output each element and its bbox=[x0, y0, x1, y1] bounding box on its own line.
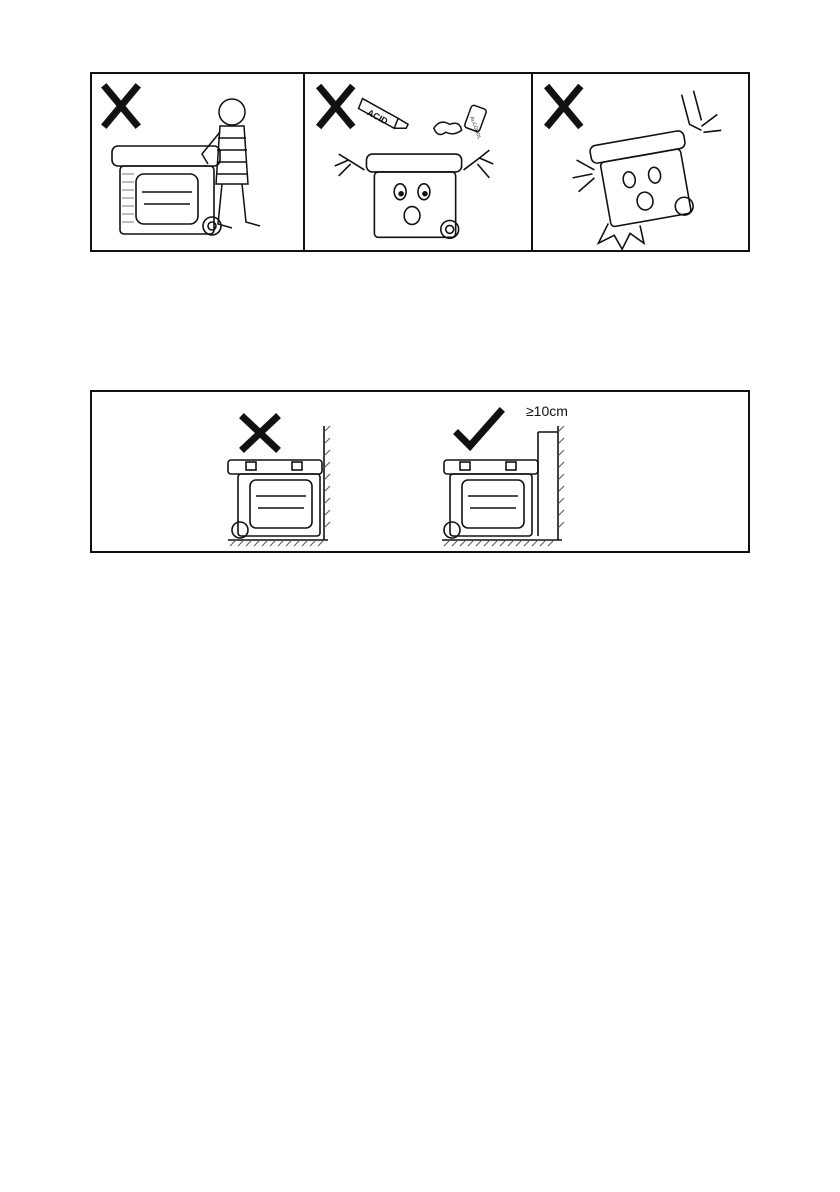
check-mark-icon bbox=[458, 412, 500, 446]
clearance-illustration bbox=[92, 392, 748, 551]
child-figure-icon bbox=[202, 99, 260, 228]
acid-bottle-icon bbox=[359, 99, 409, 129]
clearance-label: ≥10cm bbox=[526, 403, 568, 419]
child-climbing-illustration bbox=[92, 74, 303, 250]
warning-panels bbox=[90, 72, 750, 252]
clearance-panel bbox=[90, 390, 750, 553]
panel-chemicals bbox=[303, 74, 531, 250]
cooler-face-icon bbox=[335, 150, 494, 238]
cooler-with-clearance-icon bbox=[442, 426, 562, 540]
cross-mark-icon bbox=[106, 88, 136, 124]
cooler-against-wall-icon bbox=[228, 426, 328, 540]
cross-mark-icon bbox=[244, 418, 276, 448]
panel-impact bbox=[531, 74, 748, 250]
chemicals-illustration bbox=[305, 74, 531, 250]
spray-can-icon bbox=[434, 104, 487, 140]
panel-child-climbing bbox=[92, 74, 303, 250]
cross-mark-icon bbox=[549, 89, 579, 125]
cross-mark-icon bbox=[321, 89, 351, 125]
alcohol-label: ALCOHOL bbox=[468, 116, 482, 141]
impact-illustration bbox=[533, 74, 748, 250]
acid-label: ACID bbox=[365, 107, 390, 127]
falling-cooler-icon bbox=[573, 91, 722, 250]
